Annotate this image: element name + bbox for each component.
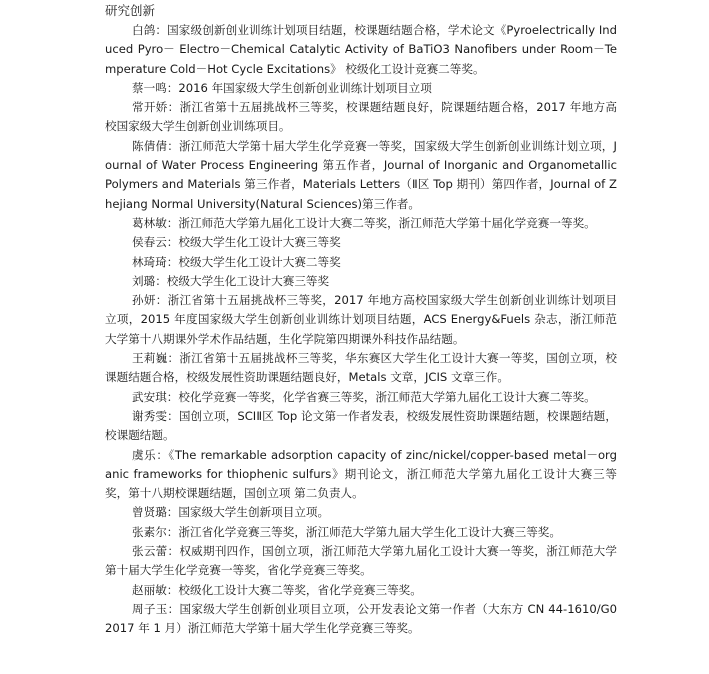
student-name: 常开娇： [132, 100, 180, 115]
award-text: 校级大学生化工设计大赛三等奖 [178, 235, 341, 250]
award-entry [105, 349, 617, 388]
student-name: 刘璐： [132, 273, 167, 288]
entry-list [105, 21, 617, 639]
award-text: 校级大学生化工设计大赛三等奖 [166, 273, 330, 288]
student-name: 陈倩倩： [132, 138, 179, 153]
student-name: 侯春云： [132, 235, 179, 250]
award-text: 浙江师范大学第十届大学生化学竞赛一等奖，国家级大学生创新创业训练计划立项，Journal of Water Process Engineering 第五作者，Journal of Inorganic and Organometallic Polymers and Materials 第三作者，Materials Letters（Ⅱ区 Top 期刊）第四作者，Journal of Zhejiang Normal University(Natural Sciences)第三作者。 [105, 138, 617, 211]
award-entry [105, 21, 617, 79]
student-name: 王莉巍： [132, 351, 180, 366]
award-text: 国家级创新创业训练计划项目结题，校课题结题合格，学术论文《Pyroelectrically Induced Pyro－ Electro－Chemical Catalytic Activity of BaTiO3 Nanofibers under Room－Temperature Cold－Hot Cycle Excitations》 校级化工设计竞赛二等奖。 [105, 23, 617, 76]
award-text: 校化学竞赛一等奖，化学省赛三等奖，浙江师范大学第九届化工设计大赛二等奖。 [178, 389, 596, 404]
student-name: 周子玉： [132, 601, 180, 616]
award-entry [105, 523, 617, 542]
award-text: 校级化工设计大赛二等奖，省化学竞赛三等奖。 [178, 582, 422, 597]
student-name: 蔡一鸣： [132, 80, 179, 95]
student-name: 谢秀雯： [132, 408, 179, 423]
award-entry [105, 291, 617, 349]
award-text: 国家级大学生创新项目立项。 [178, 505, 330, 520]
award-entry [105, 137, 617, 214]
award-entry [105, 581, 617, 600]
student-name: 张素尔： [132, 524, 179, 539]
award-text: 浙江省第十五届挑战杯三等奖，校课题结题良好，院课题结题合格，2017 年地方高校国家级大学生创新创业训练项目。 [105, 100, 617, 134]
award-entry [105, 446, 617, 504]
award-entry [105, 233, 617, 252]
award-text: 校级大学生化工设计大赛二等奖 [178, 254, 341, 269]
section-heading: 研究创新 [105, 3, 156, 18]
award-entry [105, 79, 617, 98]
award-text: 国创立项，SCIⅡ区 Top 论文第一作者发表，校级发展性资助课题结题，校课题结题，校课题结题。 [105, 408, 617, 443]
award-entry [105, 600, 617, 639]
award-text: 2016 年国家级大学生创新创业训练计划项目立项 [178, 80, 432, 95]
award-text: 《The remarkable adsorption capacity of zinc/nickel/copper-based metal－organic frameworks for thiophenic sulfurs》期刊论文，浙江师范大学第九届化工设计大赛三等奖，第十八期校课题结题，国创立项 第二负责人。 [105, 447, 617, 501]
award-entry [105, 214, 617, 233]
student-name: 曾贤璐： [132, 505, 179, 520]
student-name: 林琦琦： [132, 254, 179, 269]
award-text: 浙江师范大学第九届化工设计大赛二等奖，浙江师范大学第十届化学竞赛一等奖。 [178, 215, 596, 230]
award-text: 权威期刊四作，国创立项，浙江师范大学第九届化工设计大赛一等奖，浙江师范大学第十届大学生化学竞赛一等奖，省化学竞赛三等奖。 [105, 544, 617, 578]
award-text: 国家级大学生创新创业项目立项，公开发表论文第一作者（大东方 CN 44-1610/G0 2017 年 1 月）浙江师范大学第十届大学生化学竞赛三等奖。 [105, 601, 617, 636]
student-name: 虞乐： [132, 447, 169, 462]
award-entry [105, 272, 617, 291]
student-name: 葛林敏： [132, 215, 179, 230]
award-entry [105, 388, 617, 407]
student-name: 武安琪： [132, 389, 179, 404]
student-name: 孙妍： [132, 293, 168, 308]
student-name: 张云蕾： [132, 544, 180, 559]
award-text: 浙江省化学竞赛三等奖，浙江师范大学第九届大学生化工设计大赛三等奖。 [178, 524, 561, 539]
student-name: 白鸽： [132, 23, 168, 37]
award-entry [105, 542, 617, 581]
student-name: 赵丽敏： [132, 582, 179, 597]
award-entry [105, 98, 617, 137]
award-text: 浙江省第十五届挑战杯三等奖，2017 年地方高校国家级大学生创新创业训练计划项目立项，2015 年度国家级大学生创新创业训练计划项目结题，ACS Energy&Fuels 杂志，浙江师范大学第十八期课外学术作品结题，生化学院第四期课外科技作品结题。 [105, 293, 617, 346]
award-entry [105, 253, 617, 272]
award-entry [105, 407, 617, 446]
award-entry [105, 503, 617, 522]
award-text: 浙江省第十五届挑战杯三等奖，华东赛区大学生化工设计大赛一等奖，国创立项，校课题结题合格，校级发展性资助课题结题良好，Metals 文章，JCIS 文章三作。 [105, 351, 617, 385]
